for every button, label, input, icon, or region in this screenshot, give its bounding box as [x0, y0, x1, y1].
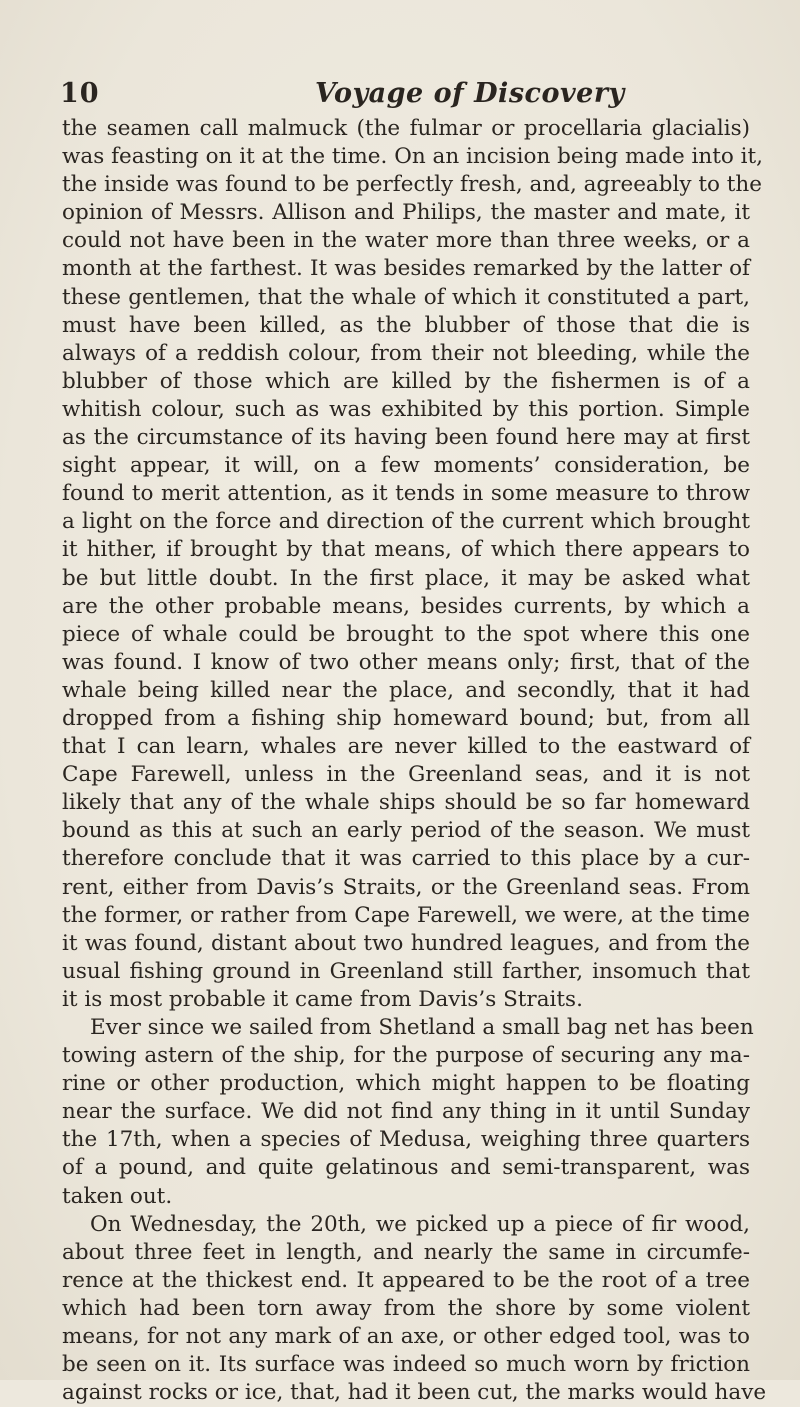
text-line: Cape Farewell, unless in the Greenland seas, and it is not: [62, 762, 750, 788]
text-line: found to merit attention, as it tends in some measure to throw: [62, 481, 750, 507]
text-line: could not have been in the water more than three weeks, or a: [62, 228, 750, 254]
text-line: month at the farthest. It was besides remarked by the latter of: [62, 256, 750, 282]
text-line: usual fishing ground in Greenland still farther, insomuch that: [62, 958, 750, 984]
text-line: as the circumstance of its having been found here may at first: [62, 425, 750, 451]
text-line: dropped from a fishing ship homeward bound; but, from all: [62, 705, 750, 731]
page-header: [60, 78, 750, 118]
text-line: be seen on it. Its surface was indeed so much worn by friction: [62, 1352, 750, 1378]
text-line: therefore conclude that it was carried to this place by a cur-: [62, 846, 750, 872]
text-line: about three feet in length, and nearly the same in circumfe-: [62, 1239, 750, 1265]
text-line: be but little doubt. In the first place, it may be asked what: [62, 565, 750, 591]
text-line: are the other probable means, besides currents, by which a: [62, 593, 750, 619]
text-line: opinion of Messrs. Allison and Philips, the master and mate, it: [62, 200, 750, 226]
text-line: which had been torn away from the shore by some violent: [62, 1295, 750, 1321]
text-line: of a pound, and quite gelatinous and semi-transparent, was: [62, 1155, 750, 1181]
text-line: sight appear, it will, on a few moments’ consideration, be: [62, 453, 750, 479]
text-line: likely that any of the whale ships should be so far homeward: [62, 790, 750, 816]
running-title: Voyage of Discovery: [315, 78, 625, 109]
text-line: whitish colour, such as was exhibited by this portion. Simple: [62, 396, 750, 422]
text-line: the seamen call malmuck (the fulmar or procellaria glacialis): [62, 116, 750, 141]
text-line: must have been killed, as the blubber of those that die is: [62, 312, 750, 338]
text-line: these gentlemen, that the whale of which it constituted a part,: [62, 284, 750, 310]
text-line: always of a reddish colour, from their not bleeding, while the: [62, 340, 750, 366]
text-line: whale being killed near the place, and secondly, that it had: [62, 677, 750, 703]
text-line: a light on the force and direction of the current which brought: [62, 509, 750, 535]
text-line: near the surface. We did not find any thing in it until Sunday: [62, 1099, 750, 1125]
text-line: it was found, distant about two hundred leagues, and from the: [62, 930, 750, 956]
text-line: the inside was found to be perfectly fresh, and, agreeably to the: [62, 172, 762, 198]
text-line: towing astern of the ship, for the purpose of securing any ma-: [62, 1043, 750, 1069]
text-line: bound as this at such an early period of the season. We must: [62, 818, 750, 844]
text-line: rence at the thickest end. It appeared to be the root of a tree: [62, 1267, 750, 1293]
text-line: that I can learn, whales are never killed to the eastward of: [62, 734, 750, 760]
text-line: it is most probable it came from Davis’s Straits.: [62, 986, 583, 1012]
body-text: [62, 115, 767, 1407]
text-line: was feasting on it at the time. On an incision being made into it,: [62, 144, 763, 170]
text-line: rent, either from Davis’s Straits, or the Greenland seas. From: [62, 874, 750, 900]
text-line: On Wednesday, the 20th, we picked up a piece of fir wood,: [90, 1211, 750, 1237]
text-line: was found. I know of two other means only; first, that of the: [62, 649, 750, 675]
text-line: the former, or rather from Cape Farewell, we were, at the time: [62, 902, 750, 928]
text-line: Ever since we sailed from Shetland a small bag net has been: [90, 1015, 754, 1040]
page-number: 10: [60, 78, 100, 109]
text-line: piece of whale could be brought to the spot where this one: [62, 621, 750, 647]
text-line: means, for not any mark of an axe, or other edged tool, was to: [62, 1324, 750, 1350]
text-line: against rocks or ice, that, had it been cut, the marks would have: [62, 1380, 767, 1406]
text-line: taken out.: [62, 1183, 173, 1209]
text-line: it hither, if brought by that means, of which there appears to: [62, 537, 750, 563]
text-line: the 17th, when a species of Medusa, weighing three quarters: [62, 1127, 750, 1153]
text-line: blubber of those which are killed by the fishermen is of a: [62, 368, 750, 394]
text-line: rine or other production, which might happen to be floating: [62, 1071, 750, 1097]
